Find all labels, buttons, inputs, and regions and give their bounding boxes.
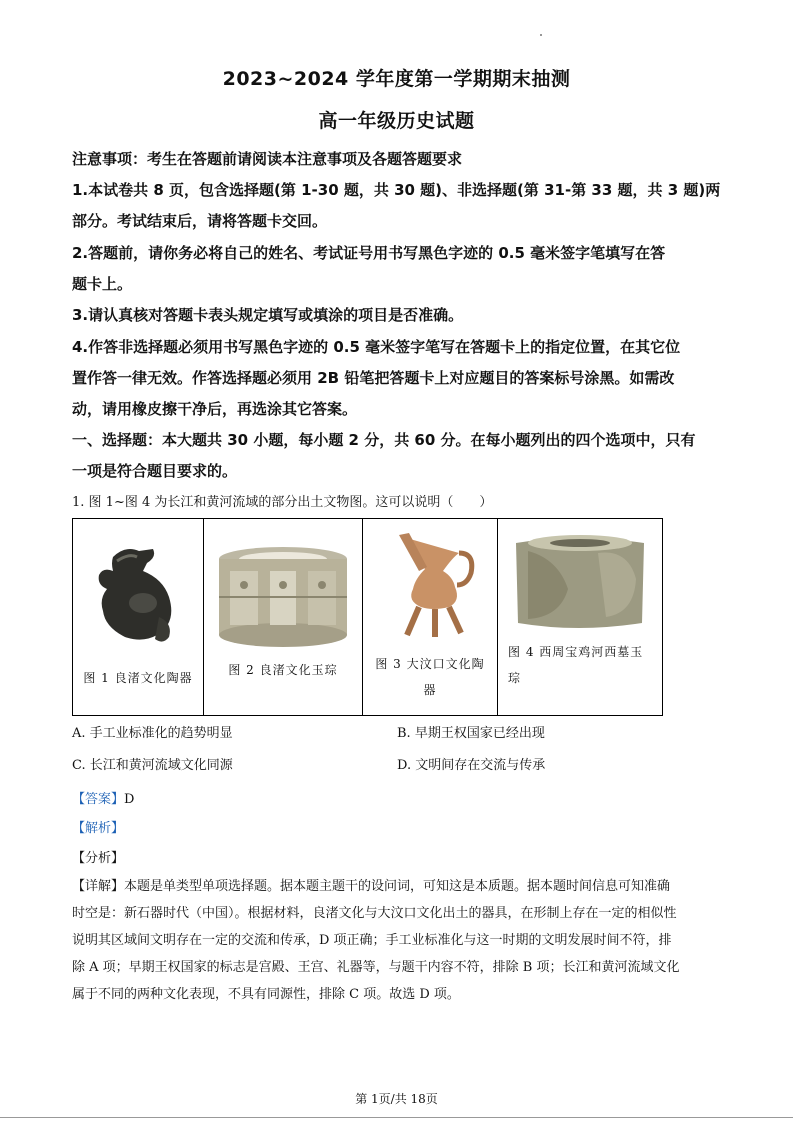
figure-cell-2 bbox=[204, 519, 363, 716]
instruction-heading: 注意事项：考生在答题前请阅读本注意事项及各题答题要求 bbox=[72, 150, 463, 168]
section-heading: 一项是符合题目要求的。 bbox=[72, 462, 238, 480]
instruction-line: 2.答题前，请你务必将自己的姓名、考试证号用书写黑色字迹的 0.5 毫米签字笔填写在答 bbox=[72, 244, 666, 262]
bracket: 】 bbox=[111, 821, 125, 836]
figure-caption: 器 bbox=[423, 683, 437, 697]
option-text: 文明间存在交流与传承 bbox=[415, 758, 546, 773]
instruction-line: 题卡上。 bbox=[72, 275, 133, 293]
pottery-vessel-icon bbox=[73, 527, 203, 657]
option-c bbox=[72, 754, 233, 773]
figure-cell-3 bbox=[363, 519, 498, 716]
option-letter: A. bbox=[72, 726, 86, 741]
instruction-line: 置作答一律无效。作答选择题必须用 2B 铅笔把答题卡上对应题目的答案标号涂黑。如需改 bbox=[72, 369, 675, 387]
page-title: 2023~2024 学年度第一学期期末抽测 bbox=[222, 68, 571, 90]
jade-cong-icon bbox=[204, 533, 362, 653]
analysis-word: 解析 bbox=[85, 821, 112, 836]
answer-value: D bbox=[124, 792, 135, 807]
bottom-rule bbox=[0, 1117, 793, 1118]
tripod-pitcher-icon bbox=[363, 523, 497, 643]
option-text: 早期王权国家已经出现 bbox=[414, 726, 545, 741]
speck bbox=[540, 34, 542, 36]
figure-caption: 图 3 大汶口文化陶 bbox=[375, 657, 485, 671]
option-text: 手工业标准化的趋势明显 bbox=[89, 726, 233, 741]
instruction-line: 1.本试卷共 8 页，包含选择题(第 1-30 题，共 30 题)、非选择题(第 31-第 33 题，共 3 题)两 bbox=[72, 181, 721, 199]
detail-paragraph bbox=[72, 873, 732, 1008]
option-letter: D. bbox=[397, 758, 412, 773]
option-a bbox=[72, 722, 233, 741]
option-text: 长江和黄河流域文化同源 bbox=[89, 758, 233, 773]
figure-cell-1 bbox=[73, 519, 204, 716]
option-d bbox=[397, 754, 545, 773]
figure-caption: 图 2 良渚文化玉琮 bbox=[228, 663, 338, 677]
bracket: 】 bbox=[111, 792, 125, 807]
answer-label: 答案 bbox=[85, 792, 112, 807]
figure-caption: 图 4 西周宝鸡河西墓玉 bbox=[508, 645, 644, 659]
bracket: 【 bbox=[72, 792, 86, 807]
detail-line: 说明其区域间文明存在一定的交流和传承，D 项正确；手工业标准化与这一时期的文明发展时间不符，排 bbox=[72, 933, 672, 948]
option-letter: B. bbox=[397, 726, 411, 741]
option-letter: C. bbox=[72, 758, 86, 773]
figure-cell-4 bbox=[498, 519, 663, 716]
bracket: 【 bbox=[72, 821, 86, 836]
figure-caption: 图 1 良渚文化陶器 bbox=[83, 671, 193, 685]
instruction-line: 3.请认真核对答题卡表头规定填写或填涂的项目是否准确。 bbox=[72, 306, 464, 324]
instruction-line: 部分。考试结束后，请将答题卡交回。 bbox=[72, 212, 328, 230]
figure-caption: 琮 bbox=[508, 671, 522, 685]
instruction-line: 4.作答非选择题必须用书写黑色字迹的 0.5 毫米签字笔写在答题卡上的指定位置，在其它位 bbox=[72, 338, 681, 356]
option-b bbox=[397, 722, 545, 741]
answer-line bbox=[72, 788, 134, 807]
detail-line: 时空是：新石器时代（中国）。根据材料，良渚文化与大汶口文化出土的器具，在形制上存在一定的相似性 bbox=[72, 906, 677, 921]
detail-line: 属于不同的两种文化表现，不具有同源性，排除 C 项。故选 D 项。 bbox=[72, 987, 460, 1002]
instruction-line: 动，请用橡皮擦干净后，再选涂其它答案。 bbox=[72, 400, 358, 418]
detail-line: 【详解】本题是单类型单项选择题。据本题主题干的设问词，可知这是本质题。据本题时间信息可知准确 bbox=[72, 879, 671, 894]
page-number: 第 1页/共 18页 bbox=[355, 1092, 438, 1106]
page-subtitle: 高一年级历史试题 bbox=[318, 110, 475, 132]
detail-line: 除 A 项；早期王权国家的标志是宫殿、王宫、礼器等，与题干内容不符，排除 B 项；长江和黄河流域文化 bbox=[72, 960, 680, 975]
question-stem: 1. 图 1~图 4 为长江和黄河流域的部分出土文物图。这可以说明（ ） bbox=[72, 495, 493, 510]
figure-table bbox=[72, 518, 663, 716]
jade-cong-icon bbox=[498, 529, 662, 639]
fenxi-label: 【分析】 bbox=[72, 851, 125, 866]
section-heading: 一、选择题：本大题共 30 小题，每小题 2 分，共 60 分。在每小题列出的四个选项中，只有 bbox=[72, 431, 696, 449]
analysis-label bbox=[72, 817, 124, 836]
